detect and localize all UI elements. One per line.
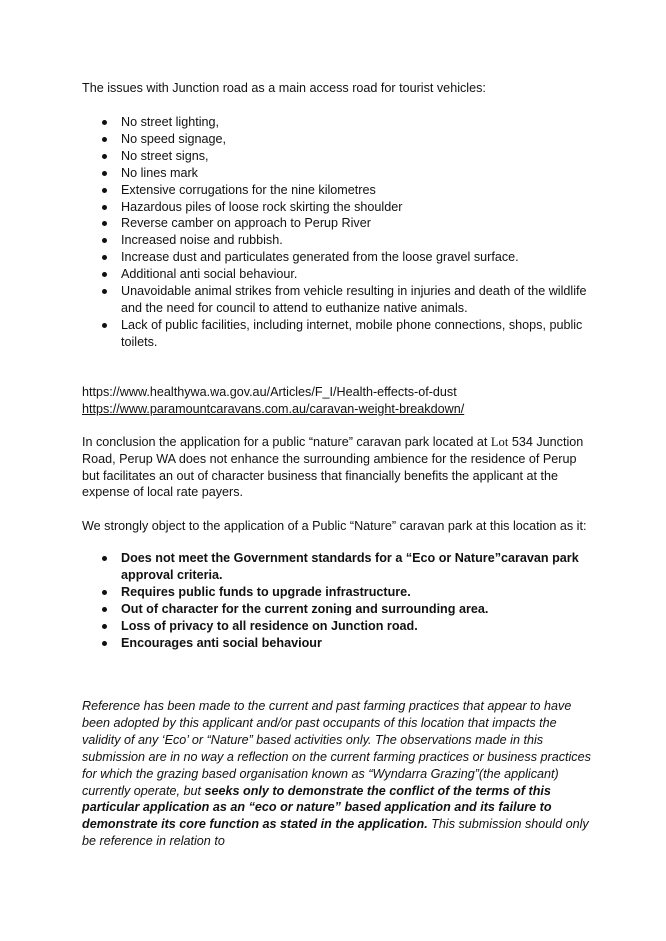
- issue-item-text: Reverse camber on approach to Perup River: [121, 216, 371, 231]
- issue-item: [82, 283, 592, 317]
- objection-item: [82, 635, 592, 652]
- issue-item: [82, 215, 592, 232]
- issue-item: [82, 249, 592, 266]
- issue-item-text: Additional anti social behaviour.: [121, 267, 298, 282]
- bullet-icon: [102, 255, 107, 260]
- bullet-icon: [102, 154, 107, 159]
- bullet-icon: [102, 221, 107, 226]
- issue-item: [82, 266, 592, 283]
- objection-item-text: Encourages anti social behaviour: [121, 635, 322, 650]
- objection-item: [82, 601, 592, 618]
- bullet-icon: [102, 323, 107, 328]
- bullet-icon: [102, 624, 107, 629]
- bullet-icon: [102, 272, 107, 277]
- dust-link[interactable]: https://www.healthywa.wa.gov.au/Articles/F_I/Health-effects-of-dust: [82, 385, 457, 399]
- objection-item: [82, 618, 592, 635]
- conclusion-paragraph: [82, 434, 592, 501]
- issue-item-text: Increased noise and rubbish.: [121, 233, 283, 248]
- issues-list: [82, 114, 592, 351]
- issue-item: [82, 131, 592, 148]
- bullet-icon: [102, 188, 107, 193]
- reference-text: Reference has been made to the current and past farming practices that appear to have been adopted by this applicant and/or past occupants of this location that impacts the validity of any ‘Eco’ or “Nature” based activities only. The observations made in this submission are in no way a reflection on the current farming practices or business practices for which the grazing based organisation known as “Wyndarra Grazing”(the applicant) currently operate, but: [82, 699, 591, 798]
- issue-item-text: No lines mark: [121, 165, 198, 180]
- bullet-icon: [102, 289, 107, 294]
- issue-item-text: Increase dust and particulates generated from the loose gravel surface.: [121, 250, 519, 265]
- bullet-icon: [102, 205, 107, 210]
- issue-item: [82, 182, 592, 199]
- bullet-icon: [102, 607, 107, 612]
- bullet-icon: [102, 556, 107, 561]
- issue-item: [82, 165, 592, 182]
- issue-item-text: No street lighting,: [121, 115, 220, 129]
- bullet-icon: [102, 171, 107, 176]
- objection-item-text: Loss of privacy to all residence on Junction road.: [121, 618, 418, 633]
- reference-bold-text: seeks only to demonstrate the conflict of the terms of this particular application as an “eco or nature” based application and its failure to demonstrate its core function as stated in the application.: [82, 783, 552, 832]
- issue-item-text: Extensive corrugations for the nine kilometres: [121, 182, 376, 197]
- objection-item-text: Requires public funds to upgrade infrastructure.: [121, 584, 411, 599]
- objection-item: [82, 584, 592, 601]
- objection-item-text: Does not meet the Government standards for a “Eco or Nature”caravan park approval criteria.: [121, 551, 579, 582]
- objection-item-text: Out of character for the current zoning and surrounding area.: [121, 601, 489, 616]
- issue-item-text: No speed signage,: [121, 131, 227, 146]
- caravans-link[interactable]: https://www.paramountcaravans.com.au/caravan-weight-breakdown/: [82, 402, 465, 416]
- issue-item-text: Unavoidable animal strikes from vehicle resulting in injuries and death of the wildlife and the need for council to attend to euthanize native animals.: [121, 284, 587, 315]
- objection-intro: We strongly object to the application of a Public “Nature” caravan park at this location as it:: [82, 519, 587, 533]
- issue-item: [82, 199, 592, 216]
- conclusion-text-start: In conclusion the application for a public “nature” caravan park located at: [82, 435, 491, 449]
- issue-item: [82, 232, 592, 249]
- bullet-icon: [102, 137, 107, 142]
- reference-paragraph: [82, 698, 592, 850]
- intro-paragraph: The issues with Junction road as a main access road for tourist vehicles:: [82, 81, 486, 95]
- issue-item-text: No street signs,: [121, 148, 209, 163]
- issue-item: [82, 148, 592, 165]
- issue-item: [82, 317, 592, 351]
- objection-item: [82, 550, 592, 584]
- bullet-icon: [102, 238, 107, 243]
- issue-item: [82, 114, 592, 131]
- bullet-icon: [102, 120, 107, 125]
- reference-tail-text: This submission should only be reference in relation to: [82, 817, 589, 849]
- conclusion-text-end: 534 Junction Road, Perup WA does not enhance the surrounding ambience for the residence of Perup but facilitates an out of character business that financially benefits the applicant at the expense of local rate payers.: [82, 435, 584, 500]
- conclusion-lot: Lot: [490, 435, 509, 449]
- bullet-icon: [102, 641, 107, 646]
- bullet-icon: [102, 590, 107, 595]
- issue-item-text: Lack of public facilities, including internet, mobile phone connections, shops, public toilets.: [121, 317, 583, 349]
- issue-item-text: Hazardous piles of loose rock skirting the shoulder: [121, 199, 403, 214]
- objections-list: [82, 550, 592, 651]
